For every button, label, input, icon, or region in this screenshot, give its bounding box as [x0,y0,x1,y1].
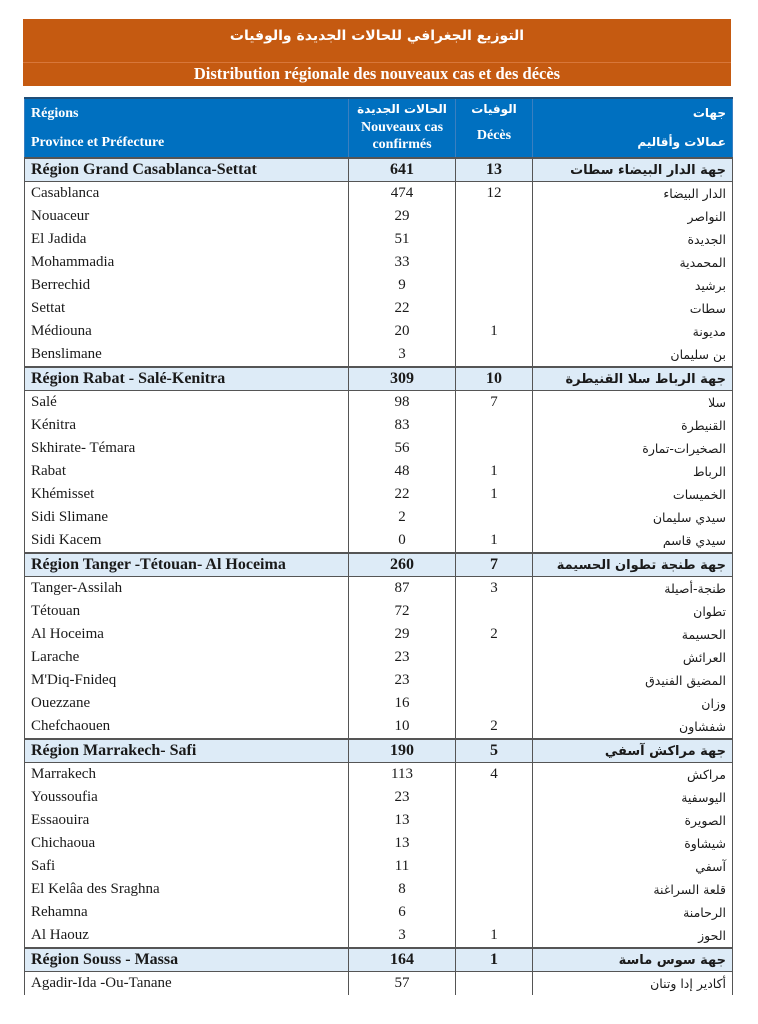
province-deaths [456,832,533,855]
province-name-fr: Agadir-Ida -Ou-Tanane [25,972,349,996]
header-deaths-ar: الوفيات [471,102,517,116]
province-cases: 29 [349,205,456,228]
province-deaths [456,809,533,832]
province-name-ar: شفشاون [533,715,733,739]
province-deaths [456,414,533,437]
province-deaths [456,251,533,274]
province-name-fr: Salé [25,391,349,415]
province-name-fr: Chichaoua [25,832,349,855]
province-deaths [456,786,533,809]
province-row [25,577,733,601]
province-row [25,878,733,901]
header-regions-label: Régions [31,106,79,121]
province-cases: 3 [349,343,456,367]
province-row [25,414,733,437]
header-province-ar-label: عمالات وأقاليم [637,135,726,149]
province-name-fr: Casablanca [25,182,349,206]
province-name-fr: Settat [25,297,349,320]
province-cases: 0 [349,529,456,553]
province-row [25,901,733,924]
province-deaths [456,437,533,460]
province-name-fr: El Jadida [25,228,349,251]
province-cases: 16 [349,692,456,715]
region-cases: 164 [349,948,456,972]
province-cases: 23 [349,669,456,692]
province-name-ar: اليوسفية [533,786,733,809]
province-name-ar: القنيطرة [533,414,733,437]
province-cases: 83 [349,414,456,437]
province-deaths [456,669,533,692]
region-name-fr: Région Marrakech- Safi [25,739,349,763]
province-row [25,437,733,460]
province-name-ar: الدار البيضاء [533,182,733,206]
province-deaths [456,901,533,924]
province-row [25,692,733,715]
province-deaths: 2 [456,715,533,739]
province-name-fr: Safi [25,855,349,878]
province-name-fr: Berrechid [25,274,349,297]
province-name-fr: Tanger-Assilah [25,577,349,601]
region-deaths: 13 [456,158,533,182]
province-row [25,809,733,832]
region-name-ar: جهة الدار البيضاء سطات [533,158,733,182]
province-name-fr: Benslimane [25,343,349,367]
province-name-fr: Al Hoceima [25,623,349,646]
province-name-ar: سيدي قاسم [533,529,733,553]
province-row [25,715,733,739]
province-name-fr: Skhirate- Témara [25,437,349,460]
header-province-label: Province et Préfecture [31,135,165,150]
province-deaths [456,506,533,529]
province-row [25,274,733,297]
province-name-ar: سطات [533,297,733,320]
province-name-ar: الحوز [533,924,733,948]
province-row [25,205,733,228]
province-cases: 56 [349,437,456,460]
province-name-fr: Khémisset [25,483,349,506]
province-row [25,320,733,343]
province-name-fr: Larache [25,646,349,669]
title-arabic: التوزيع الجغرافي للحالات الجديدة والوفيات [23,19,731,63]
province-name-ar: قلعة السراغنة [533,878,733,901]
province-name-fr: Essaouira [25,809,349,832]
province-cases: 48 [349,460,456,483]
province-name-fr: Rehamna [25,901,349,924]
province-cases: 98 [349,391,456,415]
province-cases: 29 [349,623,456,646]
region-name-fr: Région Tanger -Tétouan- Al Hoceima [25,553,349,577]
province-deaths: 1 [456,460,533,483]
province-name-ar: سيدي سليمان [533,506,733,529]
province-name-ar: طنجة-أصيلة [533,577,733,601]
province-name-fr: Sidi Slimane [25,506,349,529]
province-deaths [456,972,533,996]
province-deaths: 12 [456,182,533,206]
province-name-fr: Chefchaouen [25,715,349,739]
table-header [25,98,733,158]
province-row [25,251,733,274]
province-name-fr: M'Diq-Fnideq [25,669,349,692]
region-row [25,948,733,972]
province-deaths [456,878,533,901]
province-row [25,646,733,669]
region-cases: 309 [349,367,456,391]
province-row [25,786,733,809]
province-deaths: 4 [456,763,533,787]
province-name-ar: المحمدية [533,251,733,274]
province-cases: 6 [349,901,456,924]
header-deaths [456,98,533,158]
province-row [25,506,733,529]
province-cases: 8 [349,878,456,901]
province-cases: 23 [349,646,456,669]
province-row [25,483,733,506]
province-deaths [456,855,533,878]
province-row [25,529,733,553]
province-row [25,182,733,206]
province-name-fr: Médiouna [25,320,349,343]
region-cases: 190 [349,739,456,763]
province-row [25,460,733,483]
province-deaths: 1 [456,924,533,948]
region-row [25,739,733,763]
province-row [25,972,733,996]
region-cases: 641 [349,158,456,182]
province-deaths [456,646,533,669]
province-deaths: 1 [456,529,533,553]
province-name-ar: آسفي [533,855,733,878]
province-name-ar: برشيد [533,274,733,297]
province-row [25,343,733,367]
province-deaths: 7 [456,391,533,415]
region-deaths: 5 [456,739,533,763]
province-deaths [456,228,533,251]
header-cases-ar: الحالات الجديدة [357,102,447,116]
header-regions-ar-label: جهات [692,106,726,120]
province-row [25,228,733,251]
province-name-ar: الصويرة [533,809,733,832]
province-name-ar: الحسيمة [533,623,733,646]
province-cases: 2 [349,506,456,529]
province-name-ar: الجديدة [533,228,733,251]
province-cases: 51 [349,228,456,251]
province-deaths: 1 [456,320,533,343]
province-name-fr: Youssoufia [25,786,349,809]
title-french: Distribution régionale des nouveaux cas et des décès [193,64,561,83]
province-cases: 87 [349,577,456,601]
province-name-fr: Ouezzane [25,692,349,715]
province-row [25,832,733,855]
province-row [25,297,733,320]
province-cases: 3 [349,924,456,948]
province-name-fr: El Kelâa des Sraghna [25,878,349,901]
province-name-fr: Rabat [25,460,349,483]
province-name-ar: النواصر [533,205,733,228]
region-name-fr: Région Rabat - Salé-Kenitra [25,367,349,391]
province-name-fr: Nouaceur [25,205,349,228]
province-cases: 72 [349,600,456,623]
province-cases: 9 [349,274,456,297]
province-name-ar: العرائش [533,646,733,669]
province-deaths [456,205,533,228]
province-deaths: 3 [456,577,533,601]
province-name-fr: Marrakech [25,763,349,787]
province-name-ar: مديونة [533,320,733,343]
distribution-table [24,97,733,995]
province-cases: 474 [349,182,456,206]
header-regions-fr [25,98,349,158]
province-name-ar: سلا [533,391,733,415]
province-deaths [456,692,533,715]
region-row [25,367,733,391]
province-name-ar: مراكش [533,763,733,787]
province-row [25,669,733,692]
region-row [25,553,733,577]
province-name-ar: بن سليمان [533,343,733,367]
province-deaths [456,297,533,320]
province-cases: 22 [349,483,456,506]
region-name-fr: Région Souss - Massa [25,948,349,972]
province-row [25,924,733,948]
province-deaths [456,274,533,297]
title-banner [23,19,731,86]
province-name-fr: Kénitra [25,414,349,437]
region-deaths: 7 [456,553,533,577]
province-cases: 11 [349,855,456,878]
region-deaths: 1 [456,948,533,972]
province-deaths: 2 [456,623,533,646]
province-name-ar: الصخيرات-تمارة [533,437,733,460]
region-name-ar: جهة طنجة تطوان الحسيمة [533,553,733,577]
province-deaths: 1 [456,483,533,506]
province-name-ar: تطوان [533,600,733,623]
province-name-ar: أكادير إدا وتنان [533,972,733,996]
province-row [25,855,733,878]
header-cases [349,98,456,158]
header-cases-fr: Nouveaux cas confirmés [360,120,444,152]
province-cases: 13 [349,832,456,855]
province-cases: 13 [349,809,456,832]
region-cases: 260 [349,553,456,577]
province-name-ar: الرحامنة [533,901,733,924]
province-cases: 20 [349,320,456,343]
region-name-ar: جهة سوس ماسة [533,948,733,972]
province-cases: 33 [349,251,456,274]
province-name-ar: المضيق الفنيدق [533,669,733,692]
province-cases: 22 [349,297,456,320]
province-cases: 23 [349,786,456,809]
region-name-ar: جهة الرباط سلا القنيطرة [533,367,733,391]
province-name-fr: Sidi Kacem [25,529,349,553]
province-row [25,600,733,623]
region-deaths: 10 [456,367,533,391]
province-cases: 57 [349,972,456,996]
province-row [25,391,733,415]
province-name-fr: Mohammadia [25,251,349,274]
province-name-ar: الرباط [533,460,733,483]
province-row [25,623,733,646]
region-name-ar: جهة مراكش آسفي [533,739,733,763]
province-deaths [456,600,533,623]
province-name-fr: Al Haouz [25,924,349,948]
province-name-ar: وزان [533,692,733,715]
province-cases: 113 [349,763,456,787]
province-name-fr: Tétouan [25,600,349,623]
province-deaths [456,343,533,367]
province-name-ar: شيشاوة [533,832,733,855]
province-name-ar: الخميسات [533,483,733,506]
header-deaths-fr: Décès [476,128,512,143]
header-regions-ar [533,98,733,158]
region-row [25,158,733,182]
province-cases: 10 [349,715,456,739]
province-row [25,763,733,787]
region-name-fr: Région Grand Casablanca-Settat [25,158,349,182]
